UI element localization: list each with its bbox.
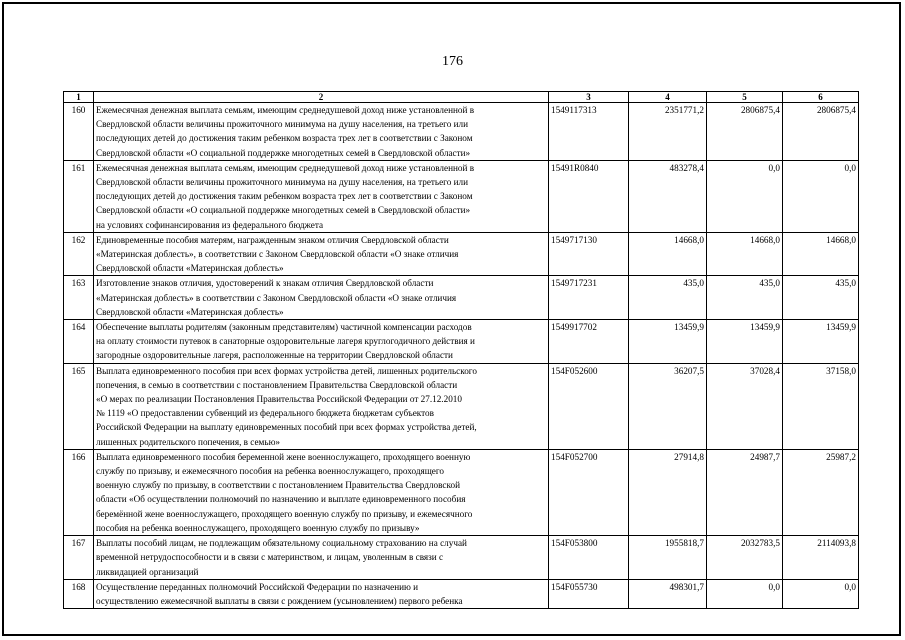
- row-value-col6: 0,0: [783, 579, 859, 608]
- row-code: 154F052600: [549, 363, 629, 449]
- header-col-1: 1: [64, 92, 94, 103]
- row-value-col6: 37158,0: [783, 363, 859, 449]
- row-name: Единовременные пособия матерям, награжденным знаком отличия Свердловской области «Материнская доблесть», в соответствии с Законом Свердловской области «О знаке отличия Свердловской области «Материнская доблесть»: [94, 232, 549, 276]
- row-name: Выплата единовременного пособия при всех формах устройства детей, лишенных родительского попечения, в семью в соответствии с постановлением Правительства Свердловской области «О мерах по реализации Постановления Правительства Российской Федерации от 27.12.2010 № 1119 «О предоставлении субвенций из федерального бюджета бюджетам субъектов Российской Федерации на выплату единовременных пособий при всех формах устройства детей, лишенных родительского попечения, в семью»: [94, 363, 549, 449]
- row-code: 154F053800: [549, 536, 629, 580]
- row-number: 163: [64, 276, 94, 320]
- row-value-col4: 483278,4: [629, 160, 707, 232]
- row-value-col4: 498301,7: [629, 579, 707, 608]
- header-col-5: 5: [707, 92, 783, 103]
- row-name: Изготовление знаков отличия, удостоверений к знакам отличия Свердловской области «Материнская доблесть» в соответствии с Законом Свердловской области «О знаке отличия Свердловской области «Материнская доблесть»: [94, 276, 549, 320]
- table-header-row: [64, 92, 859, 103]
- page-number: 176: [442, 54, 463, 69]
- row-code: 1549917702: [549, 320, 629, 364]
- table-row: [64, 363, 859, 449]
- table-row: [64, 579, 859, 608]
- table-row: [64, 160, 859, 232]
- row-value-col6: 2806875,4: [783, 103, 859, 161]
- row-value-col5: 0,0: [707, 579, 783, 608]
- row-value-col6: 435,0: [783, 276, 859, 320]
- row-number: 162: [64, 232, 94, 276]
- budget-table: [63, 91, 859, 609]
- row-value-col5: 14668,0: [707, 232, 783, 276]
- table-row: [64, 449, 859, 535]
- row-value-col5: 435,0: [707, 276, 783, 320]
- row-code: 154F052700: [549, 449, 629, 535]
- row-value-col4: 36207,5: [629, 363, 707, 449]
- row-value-col6: 14668,0: [783, 232, 859, 276]
- table-row: [64, 276, 859, 320]
- row-number: 161: [64, 160, 94, 232]
- row-value-col4: 435,0: [629, 276, 707, 320]
- row-name: Осуществление переданных полномочий Российской Федерации по назначению и осуществлению ежемесячной выплаты в связи с рождением (усыновлением) первого ребенка: [94, 579, 549, 608]
- row-number: 160: [64, 103, 94, 161]
- row-value-col5: 24987,7: [707, 449, 783, 535]
- row-value-col6: 13459,9: [783, 320, 859, 364]
- row-name: Выплаты пособий лицам, не подлежащим обязательному социальному страхованию на случай временной нетрудоспособности и в связи с материнством, и лицам, уволенным в связи с ликвидацией организаций: [94, 536, 549, 580]
- row-value-col4: 2351771,2: [629, 103, 707, 161]
- row-name: Выплата единовременного пособия беременной жене военнослужащего, проходящего военную службу по призыву, и ежемесячного пособия на ребенка военнослужащего, проходящего военную службу по призыву, в соответствии с постановлением Правительства Свердловской области «Об осуществлении полномочий по назначению и выплате единовременного пособия беремённой жене военнослужащего, проходящего военную службу по призыву, и ежемесячного пособия на ребенка военнослужащего, проходящего военную службу по призыву»: [94, 449, 549, 535]
- row-value-col5: 2032783,5: [707, 536, 783, 580]
- row-value-col6: 25987,2: [783, 449, 859, 535]
- row-number: 168: [64, 579, 94, 608]
- table-row: [64, 536, 859, 580]
- row-name: Ежемесячная денежная выплата семьям, имеющим среднедушевой доход ниже установленной в Свердловской области величины прожиточного минимума на душу населения, на третьего или последующих детей до достижения таким ребенком возраста трех лет в соответствии с Законом Свердловской области «О социальной поддержке многодетных семей в Свердловской области» на условиях софинансирования из федерального бюджета: [94, 160, 549, 232]
- row-value-col6: 2114093,8: [783, 536, 859, 580]
- row-code: 1549717231: [549, 276, 629, 320]
- row-code: 1549117313: [549, 103, 629, 161]
- row-code: 1549717130: [549, 232, 629, 276]
- row-value-col4: 13459,9: [629, 320, 707, 364]
- row-number: 164: [64, 320, 94, 364]
- header-col-6: 6: [783, 92, 859, 103]
- row-name: Ежемесячная денежная выплата семьям, имеющим среднедушевой доход ниже установленной в Свердловской области величины прожиточного минимума на душу населения, на третьего или последующих детей до достижения таким ребенком возраста трех лет в соответствии с Законом Свердловской области «О социальной поддержке многодетных семей в Свердловской области»: [94, 103, 549, 161]
- row-number: 167: [64, 536, 94, 580]
- row-code: 15491R0840: [549, 160, 629, 232]
- row-value-col4: 27914,8: [629, 449, 707, 535]
- table-row: [64, 232, 859, 276]
- table-row: [64, 320, 859, 364]
- row-value-col5: 37028,4: [707, 363, 783, 449]
- row-value-col5: 0,0: [707, 160, 783, 232]
- row-value-col4: 1955818,7: [629, 536, 707, 580]
- row-number: 166: [64, 449, 94, 535]
- table-row: [64, 103, 859, 161]
- row-code: 154F055730: [549, 579, 629, 608]
- row-name: Обеспечение выплаты родителям (законным представителям) частичной компенсации расходов на оплату стоимости путевок в санаторные оздоровительные лагеря круглогодичного действия и загородные оздоровительные лагеря, расположенные на территории Свердловской области: [94, 320, 549, 364]
- header-col-2: 2: [94, 92, 549, 103]
- row-value-col6: 0,0: [783, 160, 859, 232]
- row-number: 165: [64, 363, 94, 449]
- row-value-col5: 13459,9: [707, 320, 783, 364]
- row-value-col4: 14668,0: [629, 232, 707, 276]
- header-col-3: 3: [549, 92, 629, 103]
- row-value-col5: 2806875,4: [707, 103, 783, 161]
- header-col-4: 4: [629, 92, 707, 103]
